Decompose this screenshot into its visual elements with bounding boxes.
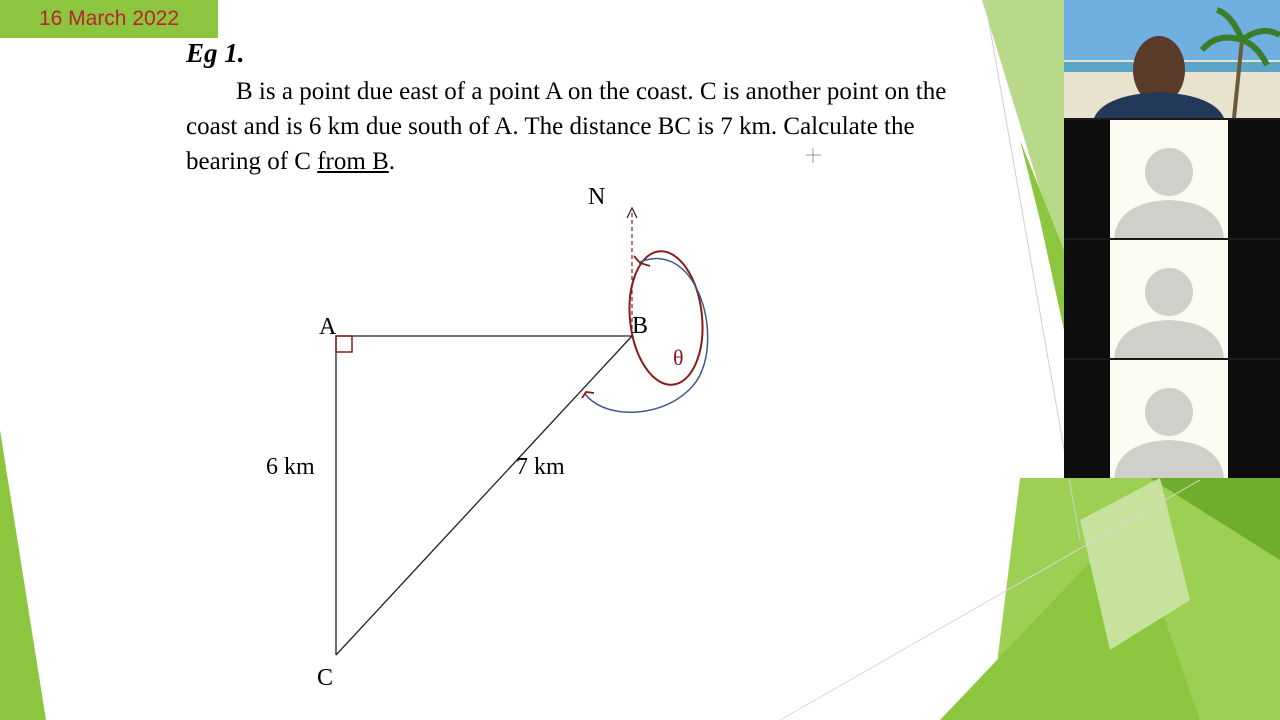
- avatar-placeholder-icon: [1110, 240, 1228, 358]
- label-side-bc: 7 km: [516, 454, 565, 480]
- label-a: A: [319, 314, 337, 340]
- line-bc: [336, 336, 632, 655]
- participant-tile[interactable]: [1064, 240, 1280, 358]
- label-north: N: [588, 184, 606, 210]
- right-angle-marker: [336, 336, 352, 352]
- label-b: B: [632, 313, 649, 339]
- problem-line-1: B is a point due east of a point A on the coast. C is another point on the: [236, 78, 947, 105]
- problem-line-3-prefix: bearing of C: [186, 148, 318, 175]
- example-title: Eg 1.: [186, 38, 245, 68]
- problem-line-2: coast and is 6 km due south of A. The distance BC is 7 km. Calculate the: [186, 113, 915, 140]
- label-c: C: [317, 665, 334, 691]
- problem-line-3-suffix: .: [388, 148, 395, 175]
- avatar-placeholder-icon: [1110, 120, 1228, 238]
- label-angle-theta: θ: [673, 345, 684, 370]
- problem-underlined-from-b: from B: [317, 148, 389, 175]
- presenter-video-tile[interactable]: [1064, 0, 1280, 118]
- date-badge: 16 March 2022: [0, 0, 218, 38]
- cursor-crosshair-icon: [806, 148, 821, 163]
- presenter-video-icon: [1064, 0, 1280, 118]
- video-call-panel: [1064, 0, 1280, 478]
- participant-tile[interactable]: [1064, 120, 1280, 238]
- participant-tile[interactable]: [1064, 360, 1280, 478]
- avatar-placeholder-icon: [1110, 360, 1228, 478]
- label-side-ac: 6 km: [266, 454, 315, 480]
